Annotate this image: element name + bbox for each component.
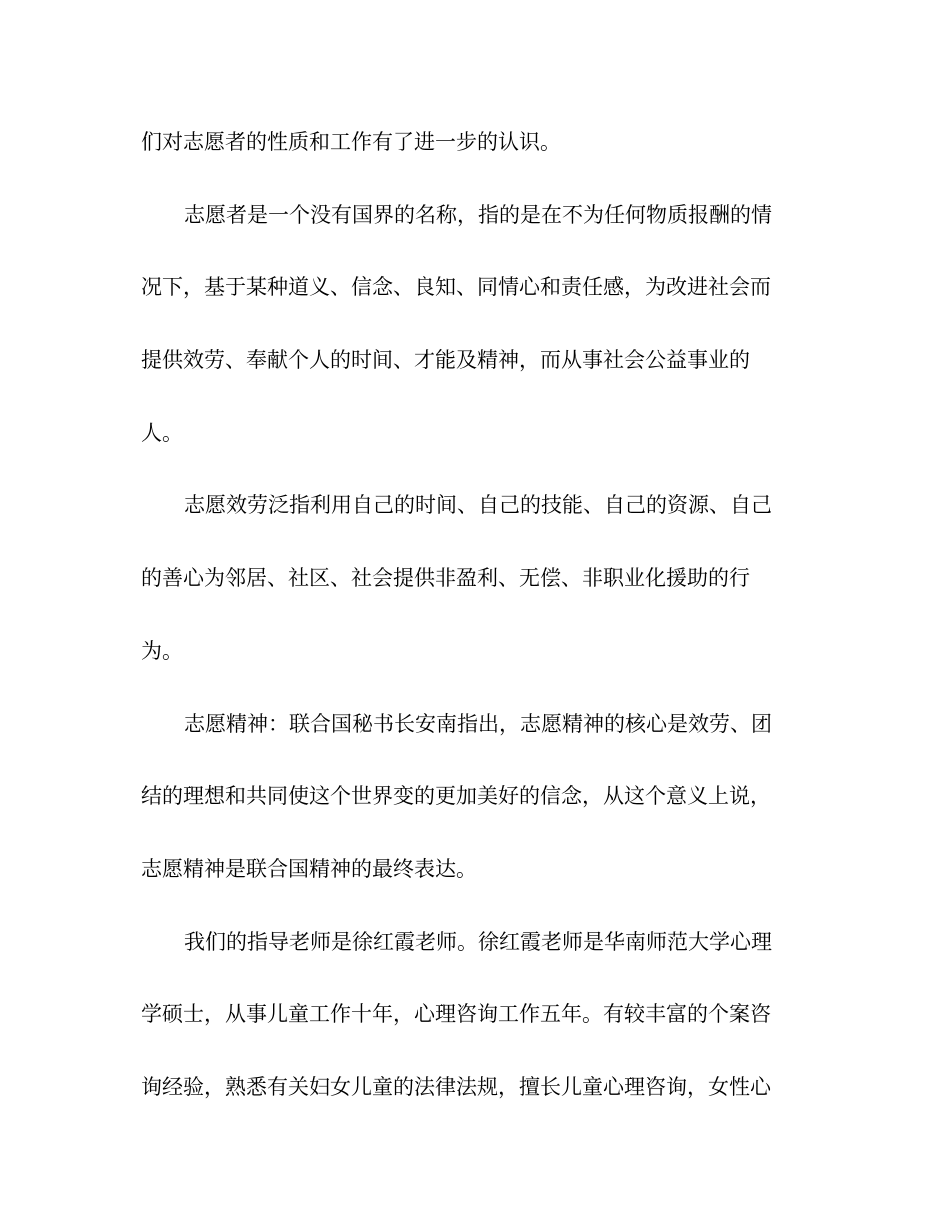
text-line: 人。 xyxy=(141,421,183,445)
text-line: 志愿者是一个没有国界的名称，指的是在不为任何物质报酬的情 xyxy=(184,203,772,227)
text-line: 我们的指导老师是徐红霞老师。徐红霞老师是华南师范大学心理 xyxy=(184,930,772,954)
text-line: 学硕士，从事儿童工作十年，心理咨询工作五年。有较丰富的个案咨 xyxy=(141,1002,771,1026)
text-line: 询经验，熟悉有关妇女儿童的法律法规，擅长儿童心理咨询，女性心 xyxy=(141,1075,771,1099)
text-line: 志愿效劳泛指利用自己的时间、自己的技能、自己的资源、自己 xyxy=(184,493,772,517)
text-line: 们对志愿者的性质和工作有了进一步的认识。 xyxy=(141,130,561,154)
text-line: 为。 xyxy=(141,639,183,663)
text-line: 的善心为邻居、社区、社会提供非盈利、无偿、非职业化援助的行 xyxy=(141,566,750,590)
text-line: 况下，基于某种道义、信念、良知、同情心和责任感，为改进社会而 xyxy=(141,275,771,299)
text-line: 提供效劳、奉献个人的时间、才能及精神，而从事社会公益事业的 xyxy=(141,348,750,372)
text-line: 结的理想和共同使这个世界变的更加美好的信念，从这个意义上说， xyxy=(141,784,771,808)
text-line: 志愿精神是联合国精神的最终表达。 xyxy=(141,857,477,881)
text-line: 志愿精神：联合国秘书长安南指出，志愿精神的核心是效劳、团 xyxy=(184,712,772,736)
